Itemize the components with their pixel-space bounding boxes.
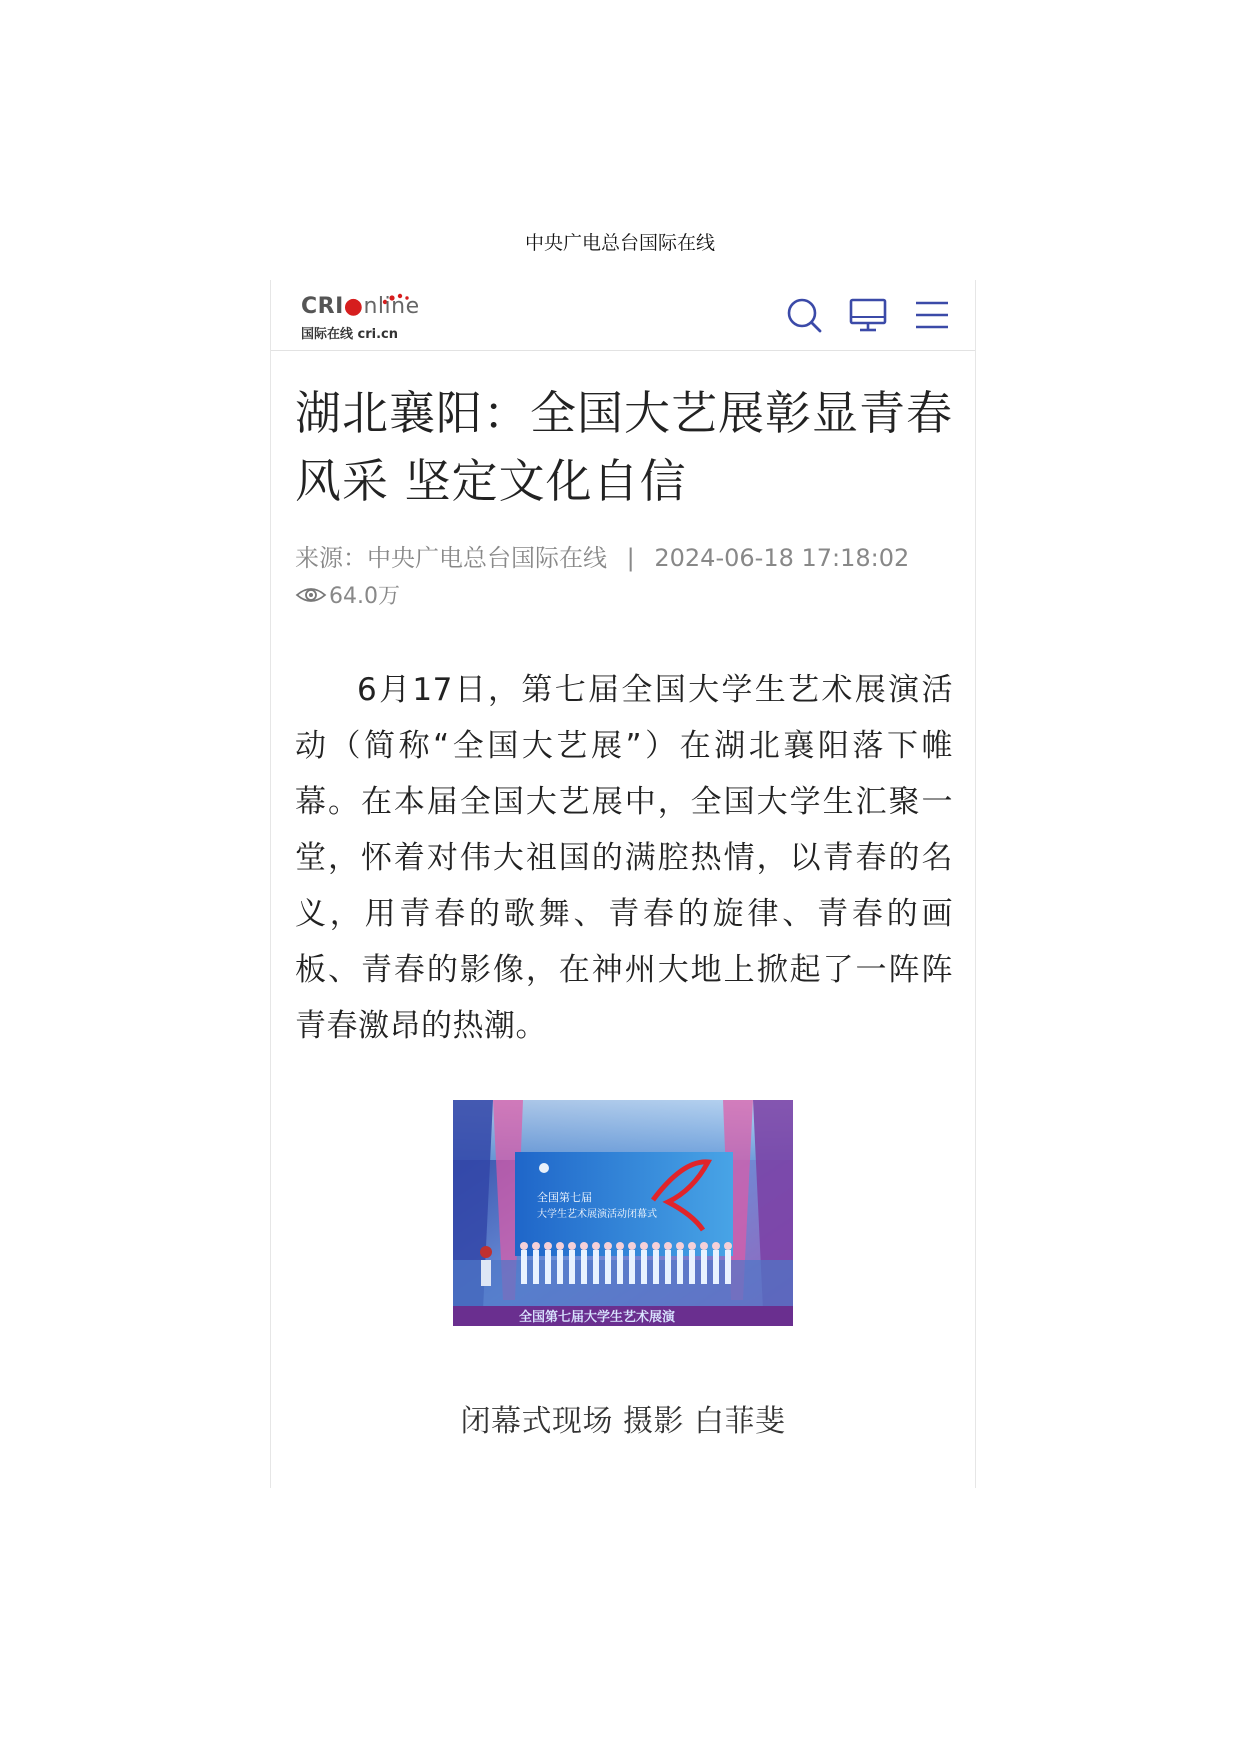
screen-title-line1: 全国第七届 (537, 1191, 592, 1204)
article-meta (295, 537, 951, 579)
eye-icon (295, 585, 327, 605)
stage-banner-text: 全国第七届大学生艺术展演 (519, 1310, 676, 1325)
menu-icon[interactable] (913, 296, 951, 334)
view-count (295, 579, 975, 610)
site-header (271, 280, 975, 351)
photo-caption: 闭幕式现场 摄影 白菲斐 (460, 1404, 786, 1439)
document-caption: 中央广电总台国际在线 (524, 232, 715, 254)
mobile-page (270, 280, 976, 1488)
search-icon[interactable] (785, 296, 823, 334)
article-photo[interactable] (453, 1100, 793, 1326)
article-source: 来源：中央广电总台国际在线 (295, 544, 607, 572)
article-title: 湖北襄阳：全国大艺展彰显青春风采 坚定文化自信 (295, 386, 953, 508)
logo-subtitle: 国际在线 cri.cn (301, 327, 398, 342)
article-datetime: 2024-06-18 17:18:02 (654, 544, 910, 572)
article-paragraph: 6月17日，第七届全国大学生艺术展演活动（简称“全国大艺展”）在湖北襄阳落下帷幕。在本届全国大艺展中，全国大学生汇聚一堂，怀着对伟大祖国的满腔热情，以青春的名义，用青春的歌舞、青春的旋律、青春的画板、青春的影像，在神州大地上掀起了一阵阵青春激昂的热潮。 (295, 672, 953, 1044)
screen-title-line2: 大学生艺术展演活动闭幕式 (537, 1209, 657, 1220)
stage-photo (453, 1100, 793, 1326)
view-count-value: 64.0万 (329, 584, 400, 609)
desktop-icon[interactable] (849, 296, 887, 334)
logo-wordmark: CRI●nline (301, 294, 420, 319)
meta-separator: | (626, 544, 635, 572)
cri-online-logo[interactable] (301, 292, 471, 342)
